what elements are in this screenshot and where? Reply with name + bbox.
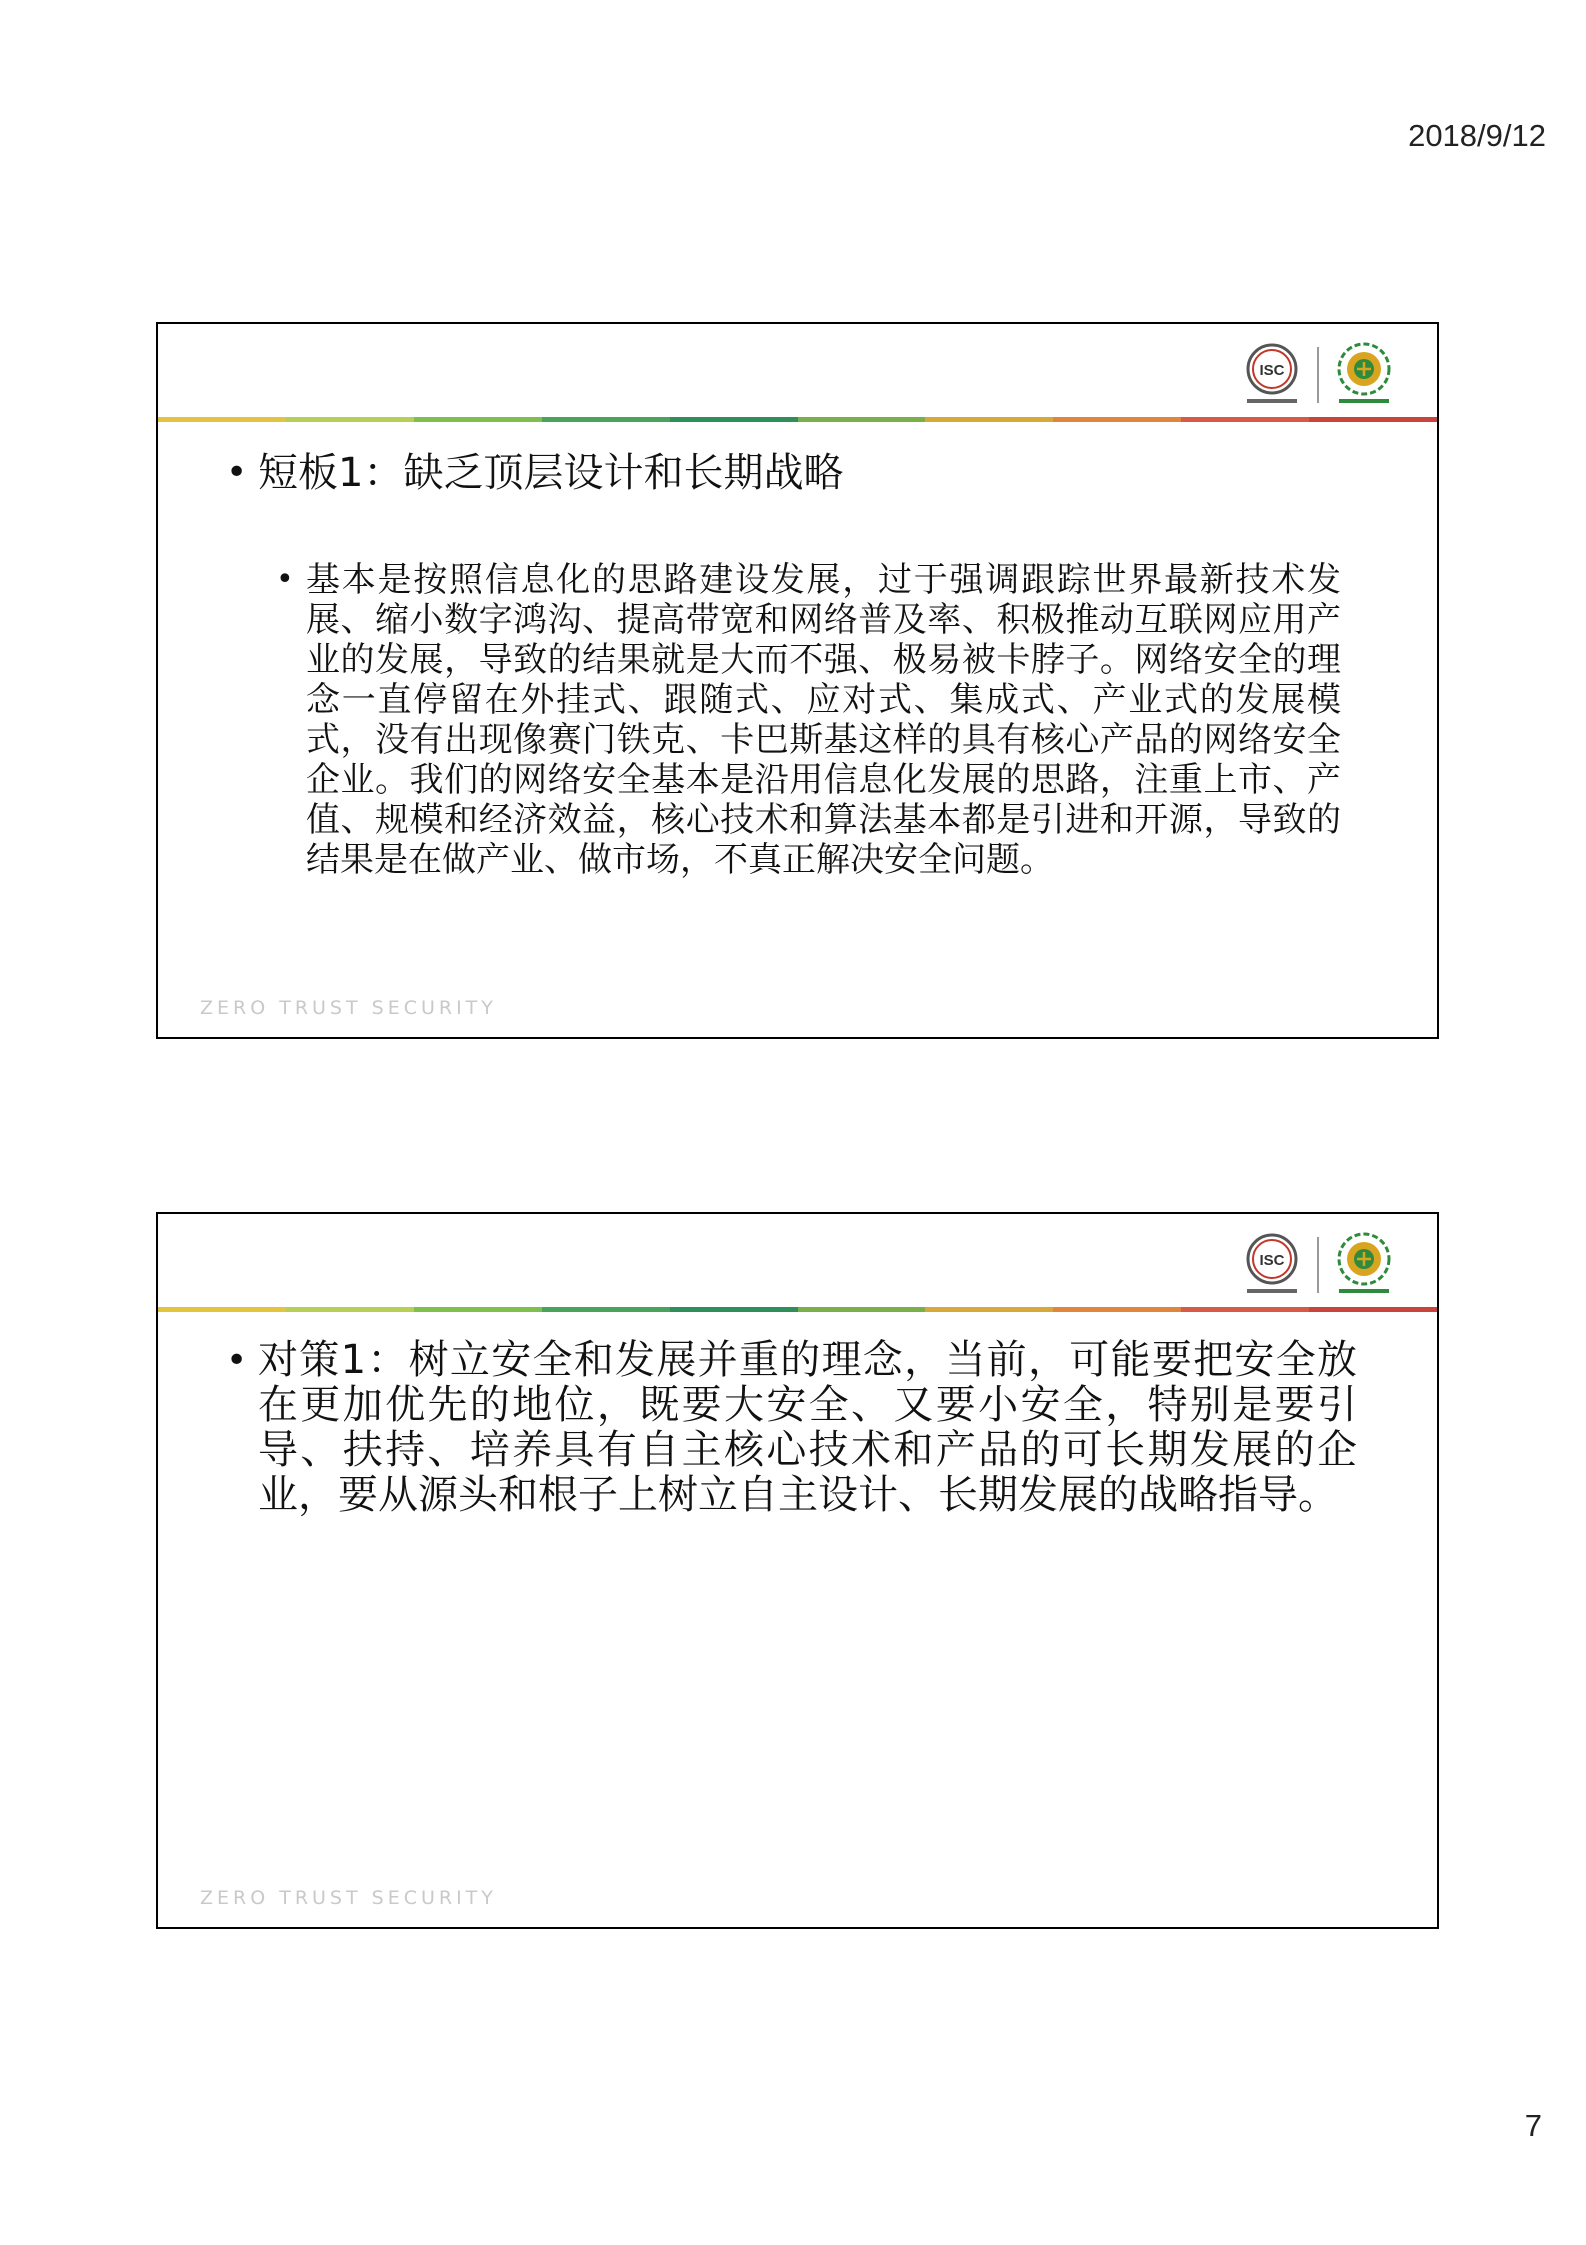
- isc-logo-icon: [1241, 1231, 1303, 1299]
- footer-brand: ZERO TRUST SECURITY: [200, 1887, 497, 1909]
- logo-divider: [1317, 1237, 1319, 1293]
- footer-brand: ZERO TRUST SECURITY: [200, 997, 497, 1019]
- page-number: 7: [1524, 2108, 1542, 2143]
- heading-text: 短板1：缺乏顶层设计和长期战略: [258, 450, 844, 496]
- org-emblem-icon: [1333, 1231, 1395, 1299]
- org-emblem-icon: [1333, 341, 1395, 409]
- slide-logos: [1241, 340, 1395, 410]
- isc-logo-icon: [1241, 341, 1303, 409]
- svg-text:ISC: ISC: [1259, 1252, 1285, 1269]
- page-date: 2018/9/12: [1408, 118, 1546, 153]
- slide-2: [156, 1212, 1439, 1929]
- logo-divider: [1317, 347, 1319, 403]
- color-divider-rule: [158, 417, 1437, 422]
- slide-2-body: [226, 1338, 1357, 1518]
- slide-1-body: [276, 560, 1341, 880]
- bullet-dot: •: [276, 562, 294, 597]
- slide-logos: [1241, 1230, 1395, 1300]
- color-divider-rule: [158, 1307, 1437, 1312]
- slide-1-heading: [226, 450, 1357, 496]
- bullet-dot: •: [226, 1340, 248, 1381]
- slide-1: [156, 322, 1439, 1039]
- svg-text:ISC: ISC: [1259, 362, 1285, 379]
- body-text: 基本是按照信息化的思路建设发展，过于强调跟踪世界最新技术发展、缩小数字鸿沟、提高带宽和网络普及率、积极推动互联网应用产业的发展，导致的结果就是大而不强、极易被卡脖子。网络安全的理念一直停留在外挂式、跟随式、应对式、集成式、产业式的发展模式，没有出现像赛门铁克、卡巴斯基这样的具有核心产品的网络安全企业。我们的网络安全基本是沿用信息化发展的思路，注重上市、产值、规模和经济效益，核心技术和算法基本都是引进和开源，导致的结果是在做产业、做市场，不真正解决安全问题。: [306, 560, 1341, 880]
- body-text: 对策1：树立安全和发展并重的理念，当前，可能要把安全放在更加优先的地位，既要大安全、又要小安全，特别是要引导、扶持、培养具有自主核心技术和产品的可长期发展的企业，要从源头和根子上树立自主设计、长期发展的战略指导。: [258, 1337, 1357, 1518]
- bullet-dot: •: [226, 452, 248, 493]
